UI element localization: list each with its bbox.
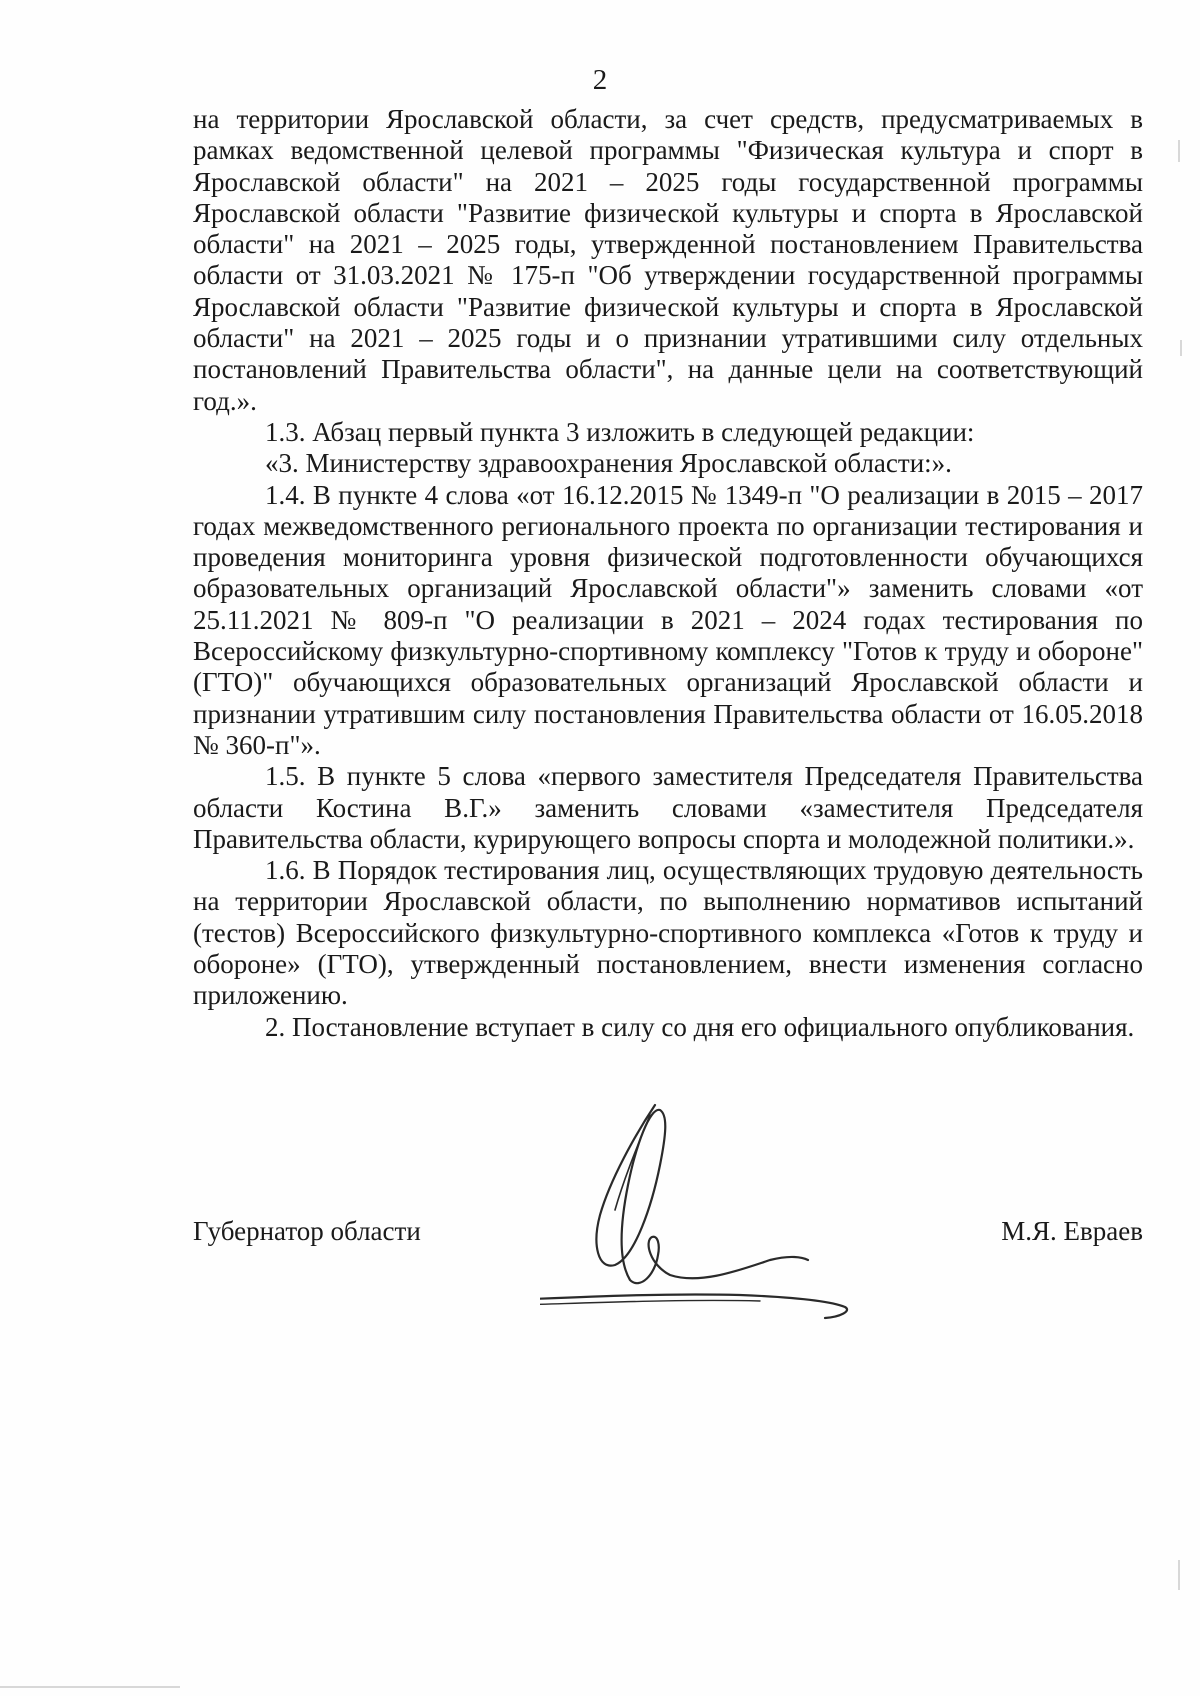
paragraph-1-4: 1.4. В пункте 4 слова «от 16.12.2015 № 1349-п "О реализации в 2015 – 2017 годах межведомственного регионального проекта по организации тестирования и проведения мониторинга уровня физической подготовленности обучающихся образовательных организаций Ярославской области"» заменить словами «от 25.11.2021 № 809-п "О реализации в 2021 – 2024 годах тестирования по Всероссийскому физкультурно-спортивному комплексу "Готов к труду и обороне" (ГТО)" обучающихся образовательных организаций Ярославской области и признании утратившим силу постановления Правительства области от 16.05.2018 № 360-п"». [193, 479, 1143, 760]
scan-artifact [1180, 340, 1182, 356]
signatory-title: Губернатор области [193, 1216, 421, 1246]
paragraph-1-3-quote: «3. Министерству здравоохранения Ярославской области:». [265, 448, 952, 479]
page-number: 2 [592, 64, 608, 96]
paragraph-1-6: 1.6. В Порядок тестирования лиц, осуществляющих трудовую деятельность на территории Ярославской области, по выполнению нормативов испытаний (тестов) Всероссийского физкультурно-спортивного комплекса «Готов к труду и обороне» (ГТО), утвержденный постановлением, внести изменения согласно приложению. [193, 855, 1143, 1011]
paragraph-2: 2. Постановление вступает в силу со дня его официального опубликования. [265, 1011, 1135, 1042]
scan-artifact [1178, 140, 1180, 162]
paragraph-1-5: 1.5. В пункте 5 слова «первого заместителя Председателя Правительства области Костина В.Г.» заменить словами «заместителя Председателя Правительства области, курирующего вопросы спорта и молодежной политики.». [193, 761, 1143, 854]
paragraph-1-3: 1.3. Абзац первый пункта 3 изложить в следующей редакции: [265, 416, 975, 447]
scan-artifact [0, 1686, 180, 1688]
handwritten-signature [540, 1085, 900, 1325]
document-body [193, 104, 1143, 1043]
signatory-name: М.Я. Евраев [1001, 1216, 1143, 1246]
scan-artifact [1178, 1560, 1180, 1590]
paragraph-continuation: на территории Ярославской области, за счет средств, предусматриваемых в рамках ведомственной целевой программы "Физическая культура и спорт в Ярославской области" на 2021 – 2025 годы государственной программы Ярославской области "Развитие физической культуры и спорта в Ярославской области" на 2021 – 2025 годы, утвержденной постановлением Правительства области от 31.03.2021 № 175-п "Об утверждении государственной программы Ярославской области "Развитие физической культуры и спорта в Ярославской области" на 2021 – 2025 годы и о признании утратившими силу отдельных постановлений Правительства области", на данные цели на соответствующий год.». [193, 104, 1143, 416]
